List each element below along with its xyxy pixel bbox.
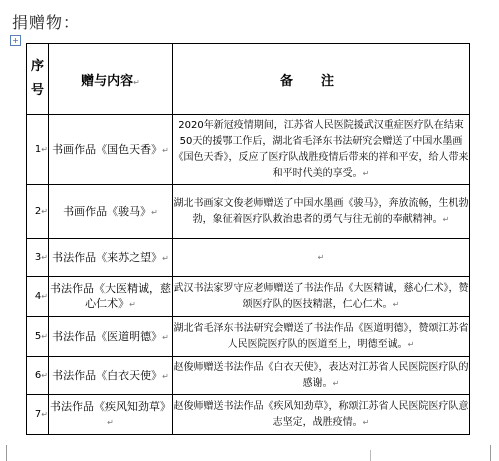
header-no	[27, 44, 49, 115]
section-heading: 捐赠物：	[12, 13, 81, 32]
row-no: 5↵	[27, 317, 49, 357]
row-note: 湖北省毛泽东书法研究会赠送了书法作品《医道明德》，赞颂江苏省人民医院医疗队的医道至上，明德至诚。↵	[173, 317, 470, 357]
row-note: ↵	[173, 239, 470, 277]
table-row	[27, 239, 470, 277]
table-header-row	[27, 44, 470, 115]
header-item	[49, 44, 173, 115]
row-item: 书法作品《医道明德》↵	[49, 317, 173, 357]
row-no: 4↵	[27, 277, 49, 317]
row-item: 书法作品《大医精诚，慈心仁术》↵	[49, 277, 173, 317]
header-note	[173, 44, 470, 115]
table-row	[27, 317, 470, 357]
row-note: 武汉书法家罗守应老师赠送了书法作品《大医精诚，慈心仁术》，赞颂医疗队的医技精湛，仁心仁术。↵	[173, 277, 470, 317]
table-row	[27, 395, 470, 435]
row-item: 书法作品《白衣天使》↵	[49, 357, 173, 395]
row-item: 书法作品《疾风知劲草》↵	[49, 395, 173, 435]
table-row	[27, 115, 470, 185]
table-row	[27, 185, 470, 239]
row-item: 书画作品《国色天香》↵	[49, 115, 173, 185]
row-item: 书法作品《来苏之望》↵	[49, 239, 173, 277]
donation-table	[26, 43, 470, 435]
row-note: 赵俊师赠送书法作品《疾风知劲草》，称颂江苏省人民医院医疗队意志坚定，战胜疫情。↵	[173, 395, 470, 435]
row-no: 1↵	[27, 115, 49, 185]
table-row	[27, 357, 470, 395]
header-item-label: 赠与内容	[81, 73, 134, 89]
row-note: 赵俊师赠送书法作品《白衣天使》，表达对江苏省人民医院医疗队的感谢。↵	[173, 357, 470, 395]
page-margin-line-left	[6, 445, 7, 461]
row-no: 3↵	[27, 239, 49, 277]
row-no: 7↵	[27, 395, 49, 435]
row-item: 书画作品《骏马》↵	[49, 185, 173, 239]
header-note-label: 备注	[279, 73, 362, 89]
page-margin-tick	[370, 450, 371, 461]
row-no: 2↵	[27, 185, 49, 239]
table-row	[27, 277, 470, 317]
row-note: 湖北书画家文俊老师赠送了中国水墨画《骏马》，奔放流畅，生机勃勃，象征着医疗队救治患者的勇气与往无前的奉献精神。↵	[173, 185, 470, 239]
row-no: 6↵	[27, 357, 49, 395]
page-margin-line-right	[490, 445, 491, 461]
header-no-label: 序号	[30, 59, 44, 98]
table-move-handle-icon[interactable]: +	[10, 35, 21, 46]
paragraph-mark-icon: ↵	[133, 77, 140, 87]
row-note: 2020年新冠疫情期间，江苏省人民医院援武汉重症医疗队在结束50天的援鄂工作后，湖北省毛泽东书法研究会赠送了中国水墨画《国色天香》，反应了医疗队战胜疫情后带来的祥和平安，给人带来和平时代美的享受。↵	[173, 115, 470, 185]
